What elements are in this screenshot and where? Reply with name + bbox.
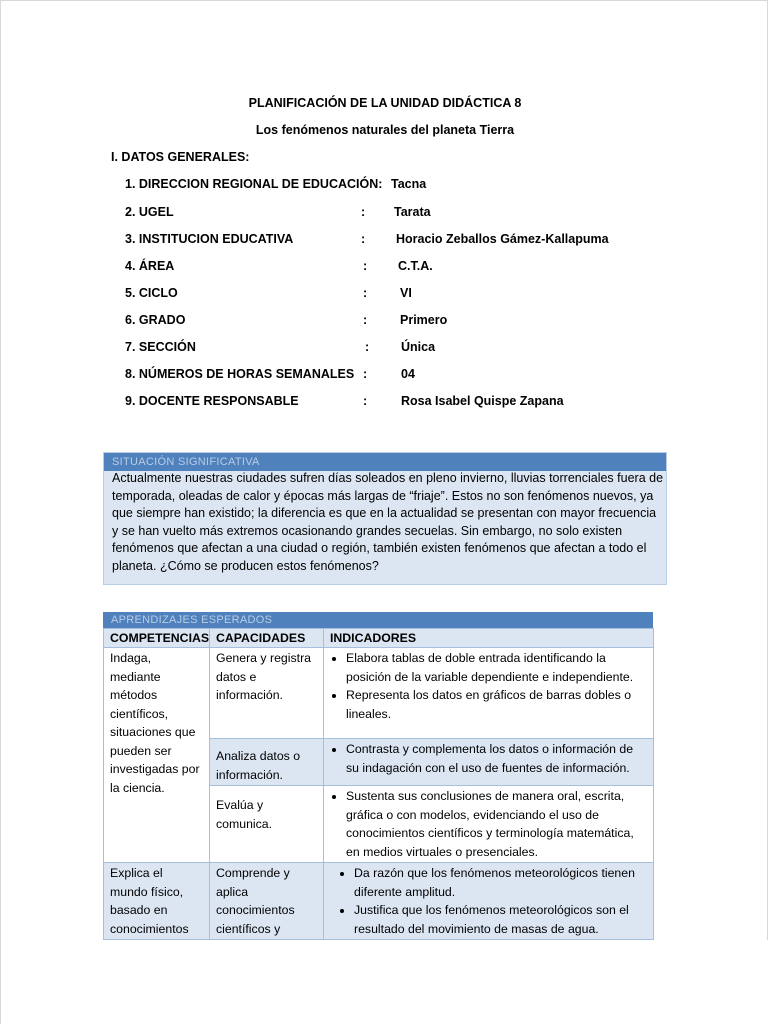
datos-row-value: C.T.A. xyxy=(398,259,433,273)
table-row xyxy=(104,863,654,940)
datos-row-value: 04 xyxy=(401,367,415,381)
datos-row-key: 4. ÁREA xyxy=(125,259,175,273)
aprendizajes-table xyxy=(103,628,654,940)
situacion-text: Actualmente nuestras ciudades sufren días soleados en pleno invierno, lluvias torrenciales fuera de temporada, oleadas de calor y épocas más largas de “friaje”. Estos no son fenómenos nuevos, ya que siempre han existido; la diferencia es que en la actualidad se presentan con mayor frecuencia y se han vuelto más extremos ocasionando grandes secuelas. Sin embargo, no solo existen fenómenos que afectan a una ciudad o región, también existen fenómenos que afectan a todo el planeta. ¿Cómo se producen estos fenómenos? xyxy=(112,471,664,573)
document-subtitle: Los fenómenos naturales del planeta Tierra xyxy=(255,123,515,137)
datos-row-key: 7. SECCIÓN xyxy=(125,340,196,354)
datos-row-value: Tacna xyxy=(391,177,427,191)
datos-row-value: Rosa Isabel Quispe Zapana xyxy=(401,394,564,408)
indicador-item: • Contrasta y complementa los datos o información de su indagación con el uso de fuentes de información. xyxy=(346,740,647,777)
capacidad-cell: Evalúa y comunica. xyxy=(210,786,324,863)
competencia-cell: Explica el mundo físico, basado en conocimientos xyxy=(104,863,210,940)
datos-row-value: Tarata xyxy=(394,205,431,219)
datos-row-sep: : xyxy=(363,367,368,381)
document-title: PLANIFICACIÓN DE LA UNIDAD DIDÁCTICA 8 xyxy=(248,96,522,110)
situacion-heading: SITUACIÓN SIGNIFICATIVA xyxy=(104,453,666,471)
indicador-item: • Elabora tablas de doble entrada identificando la posición de la variable dependiente e independiente. xyxy=(346,649,647,686)
situacion-significativa-box xyxy=(103,452,667,585)
aprendizajes-heading: APRENDIZAJES ESPERADOS xyxy=(103,612,653,628)
indicador-cell xyxy=(324,739,654,786)
indicador-item: • Justifica que los fenómenos meteorológicos son el resultado del movimiento de masas de agua. xyxy=(354,901,647,938)
datos-row-value: Primero xyxy=(400,313,448,327)
indicador-cell xyxy=(324,648,654,739)
datos-row-key: 9. DOCENTE RESPONSABLE xyxy=(125,394,299,408)
datos-row-sep: : xyxy=(363,313,368,327)
datos-row-key: 5. CICLO xyxy=(125,286,178,300)
datos-row-key: 8. NÚMEROS DE HORAS SEMANALES xyxy=(125,367,355,381)
column-header-indicadores: INDICADORES xyxy=(324,629,654,648)
datos-row-value: Horacio Zeballos Gámez-Kallapuma xyxy=(396,232,609,246)
indicador-item: • Sustenta sus conclusiones de manera oral, escrita, gráfica o con modelos, evidenciando el uso de conocimientos científicos y terminología matemática, en medios virtuales o presenciales. xyxy=(346,787,647,861)
table-header-row xyxy=(104,629,654,648)
datos-row-key: 3. INSTITUCION EDUCATIVA xyxy=(125,232,294,246)
capacidad-cell: Analiza datos o información. xyxy=(210,739,324,786)
datos-row-key: 1. DIRECCION REGIONAL DE EDUCACIÓN: xyxy=(125,177,383,191)
datos-row-sep: : xyxy=(363,394,368,408)
datos-row-sep: : xyxy=(361,205,366,219)
indicador-cell xyxy=(324,863,654,940)
column-header-capacidades: CAPACIDADES xyxy=(210,629,324,648)
datos-row-key: 2. UGEL xyxy=(125,205,174,219)
page-bottom-cutoff xyxy=(1,940,768,1025)
datos-row-sep: : xyxy=(365,340,370,354)
datos-row-value: VI xyxy=(400,286,412,300)
datos-row-key: 6. GRADO xyxy=(125,313,186,327)
datos-row-value: Única xyxy=(401,340,436,354)
capacidad-cell: Comprende y aplica conocimientos científicos y xyxy=(210,863,324,940)
datos-row-sep: : xyxy=(363,259,368,273)
capacidad-cell: Genera y registra datos e información. xyxy=(210,648,324,739)
datos-generales-heading: I. DATOS GENERALES: xyxy=(111,150,250,164)
indicador-item: • Representa los datos en gráficos de barras dobles o lineales. xyxy=(346,686,647,723)
datos-row-sep: : xyxy=(363,286,368,300)
indicador-item: • Da razón que los fenómenos meteorológicos tienen diferente amplitud. xyxy=(354,864,647,901)
competencia-cell: Indaga, mediante métodos científicos, situaciones que pueden ser investigadas por la ciencia. xyxy=(104,648,210,863)
table-row xyxy=(104,648,654,739)
indicador-cell xyxy=(324,786,654,863)
column-header-competencias: COMPETENCIAS xyxy=(104,629,210,648)
datos-row-sep: : xyxy=(361,232,366,246)
